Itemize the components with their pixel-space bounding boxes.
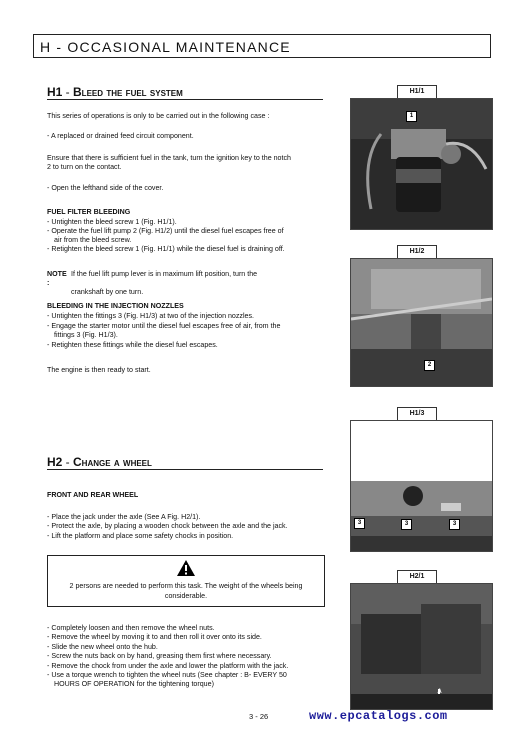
fuel-filter-step-2-cont: air from the bleed screw. (54, 236, 132, 244)
note-block (47, 270, 327, 298)
section-h2-dash: - (62, 455, 74, 469)
nozzle-step-1: - Untighten the fittings 3 (Fig. H1/3) at two of the injection nozzles. (47, 312, 255, 320)
fuel-filter-illustration (351, 99, 492, 229)
section-h1-rule (47, 99, 323, 100)
figure-h1-1-photo (350, 98, 493, 230)
warning-line-1: 2 persons are needed to perform this task. The weight of the wheels being (69, 582, 303, 590)
wheel-step-2: - Remove the wheel by moving it to and then roll it over onto its side. (47, 633, 262, 641)
figure-h1-2-label: H1/2 (397, 245, 437, 259)
section-h1-title (47, 85, 183, 99)
section-h2-title (47, 455, 152, 469)
figure-h1-2-photo (350, 258, 493, 387)
page-header: H - OCCASIONAL MAINTENANCE (33, 34, 491, 58)
figure-h2-1-photo (350, 583, 493, 710)
figure-h1-1-label: H1/1 (397, 85, 437, 99)
figure-h1-3-callout-c: 3 (449, 519, 460, 530)
wheel-step-6-cont: HOURS OF OPERATION for the tightening torque) (54, 680, 214, 688)
figure-h2-1-label: H2/1 (397, 570, 437, 584)
wheel-step-1: - Completely loosen and then remove the wheel nuts. (47, 624, 215, 632)
figure-h1-3-callout-b: 3 (401, 519, 412, 530)
warning-icon (177, 560, 195, 576)
h1-intro: This series of operations is only to be carried out in the following case : (47, 112, 270, 120)
axle-jack-illustration (351, 584, 492, 709)
figure-h1-3-label: H1/3 (397, 407, 437, 421)
fuel-filter-step-1: - Untighten the bleed screw 1 (Fig. H1/1). (47, 218, 177, 226)
wheel-step-5: - Remove the chock from under the axle and lower the platform with the jack. (47, 662, 289, 670)
figure-h1-3-photo (350, 420, 493, 552)
nozzle-step-2-cont: fittings 3 (Fig. H1/3). (54, 331, 118, 339)
warning-line-2: considerable. (164, 591, 208, 600)
wheel-prep-1: - Place the jack under the axle (See A Fig. H2/1). (47, 513, 201, 521)
page-number: 3 - 26 (249, 712, 269, 721)
wheel-prep-3: - Lift the platform and place some safety chocks in position. (47, 532, 234, 540)
nozzle-step-2: - Engage the starter motor until the diesel fuel escapes free of air, from the (47, 322, 281, 330)
wheel-subheading: FRONT AND REAR WHEEL (47, 491, 139, 499)
h1-ensure-line-2: 2 to turn on the contact. (47, 163, 122, 171)
note-line-1: If the fuel lift pump lever is in maximum lift position, turn the (71, 270, 258, 278)
section-h2-name: Change a wheel (73, 455, 152, 469)
fuel-filter-step-2: - Operate the fuel lift pump 2 (Fig. H1/2) until the diesel fuel escapes free of (47, 227, 284, 235)
wheel-step-6: - Use a torque wrench to tighten the wheel nuts (See chapter : B- EVERY 50 (47, 671, 287, 679)
nozzle-step-3: - Retighten these fittings while the diesel fuel escapes. (47, 341, 218, 349)
figure-h1-1-callout: 1 (406, 111, 417, 122)
injection-nozzles-illustration (351, 421, 492, 551)
fuel-pump-illustration (351, 259, 492, 386)
warning-box (47, 555, 325, 607)
section-h2-rule (47, 469, 323, 470)
h1-ensure-line-1: Ensure that there is sufficient fuel in the tank, turn the ignition key to the notch (47, 154, 291, 162)
section-h1-dash: - (62, 85, 74, 99)
h1-case: - A replaced or drained feed circuit component. (47, 132, 194, 140)
section-h1-name: Bleed the fuel system (73, 85, 183, 99)
fuel-filter-step-3: - Retighten the bleed screw 1 (Fig. H1/1) while the diesel fuel is draining off. (47, 245, 285, 253)
warning-text (48, 582, 324, 601)
fuel-filter-heading: FUEL FILTER BLEEDING (47, 208, 131, 216)
wheel-step-3: - Slide the new wheel onto the hub. (47, 643, 158, 651)
nozzle-heading: BLEEDING IN THE INJECTION NOZZLES (47, 302, 184, 310)
h1-open: - Open the lefthand side of the cover. (47, 184, 164, 192)
watermark-url[interactable]: www.epcatalogs.com (309, 709, 448, 723)
wheel-step-4: - Screw the nuts back on by hand, greasing them first where necessary. (47, 652, 272, 660)
wheel-prep-2: - Protect the axle, by placing a wooden chock between the axle and the jack. (47, 522, 288, 530)
note-label: NOTE : (47, 270, 67, 288)
section-h2-code: H2 (47, 455, 63, 469)
figure-h1-3-callout-a: 3 (354, 518, 365, 529)
figure-h1-2-callout: 2 (424, 360, 435, 371)
section-h1-code: H1 (47, 85, 63, 99)
engine-ready: The engine is then ready to start. (47, 366, 151, 374)
note-line-2: crankshaft by one turn. (71, 288, 144, 297)
figure-h2-1-callout: A (437, 689, 442, 695)
